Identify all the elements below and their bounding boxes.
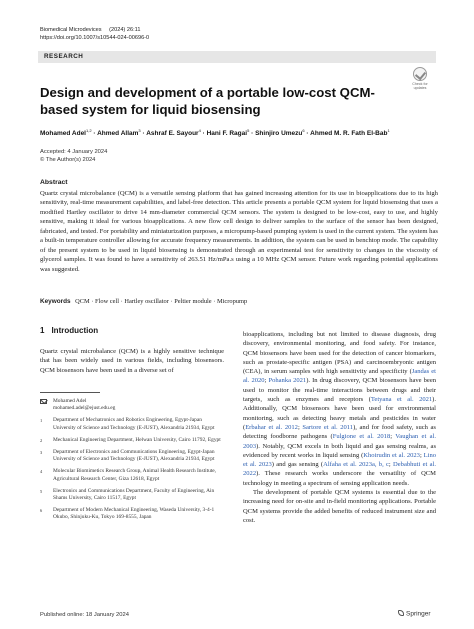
affiliation: 1 Department of Mechatronics and Robotics Engineering, Egypt-Japan University of Science and Technology (E-JUST), Alexandria 21934, Egypt xyxy=(40,417,215,431)
citation-link[interactable]: Erbahar et al. 2012 xyxy=(245,423,298,431)
footnotes xyxy=(40,398,224,527)
citation-link[interactable]: Khoirudin et al. 2023 xyxy=(363,451,420,459)
author-list: Mohamed Adel$^{1,2}$ · Ahmed Allam$^3$ · Ashraf E. Sayour$^4$ · Hani F. Ragai$^5$ · Shinjiro Umezu$^6$ · Ahmed M. R. Fath El-Bab$^1$ xyxy=(40,128,390,138)
citation-link[interactable]: Debabhuti et al. 2022 xyxy=(243,461,436,478)
citation-link[interactable]: Vaughan et al. 2003 xyxy=(243,433,436,450)
author[interactable]: Shinjiro Umezu$^6$ xyxy=(255,128,305,138)
doi-link[interactable]: https://doi.org/10.1007/s10544-024-00696-0 xyxy=(40,34,150,41)
keywords-label: Keywords xyxy=(40,298,71,305)
article-type-label: RESEARCH xyxy=(44,53,84,60)
citation-link[interactable]: Fulgione et al. 2018 xyxy=(332,433,391,441)
intro-column-right xyxy=(243,330,436,525)
keywords xyxy=(40,297,438,306)
corresponding-name: Mohamed Adel xyxy=(53,398,87,404)
check-for-updates-button[interactable] xyxy=(406,67,434,90)
corresponding-email[interactable]: mohamed.adel@ejust.edu.eg xyxy=(53,405,116,412)
citation-link[interactable]: Alfaha et al. 2023a, b, c xyxy=(323,461,389,469)
footnote-divider xyxy=(40,392,100,393)
section-heading-introduction xyxy=(40,326,98,335)
corresponding-author xyxy=(40,398,224,412)
article-type-band xyxy=(38,51,436,63)
mail-icon xyxy=(40,399,47,404)
journal-volume: (2024) 26:11 xyxy=(109,27,141,33)
affiliation: 5 Electronics and Communications Department, Faculty of Engineering, Ain Shams University, Cairo 11517, Egypt xyxy=(40,487,215,502)
publisher-name: Springer xyxy=(406,610,431,618)
section-title: Introduction xyxy=(51,326,99,335)
author[interactable]: Ahmed M. R. Fath El-Bab$^1$ xyxy=(310,128,390,138)
check-updates-icon xyxy=(413,67,427,81)
intro-paragraph: bioapplications, including but not limited to disease diagnosis, drug discovery, environmental monitoring, and food safety. For instance, QCM biosensors have been used for the detection of cancer biomarkers, such as prostate-specific antigen (PSA) and carcinoembryonic antigen (CEA), in serum samples with high sensitivity and specificity (Jandas et al. 2020; Pohanka 2021). In drug discovery, QCM biosensors have been used to monitor the real-time interactions between drugs and their targets, such as enzymes and receptors (Tetyana et al. 2021). Additionally, QCM biosensors have been used for environmental monitoring, such as detecting heavy metals and pesticides in water (Erbahar et al. 2012; Sartore et al. 2011), and for food safety, such as detecting foodborne pathogens (Fulgione et al. 2018; Vaughan et al. 2003). Notably, QCM excels in both liquid and gas sensing realms, as evidenced by recent works in liquid sensing (Khoirudin et al. 2023; Lino et al. 2023) and gas sensing (Alfaha et al. 2023a, b, c; Debabhuti et al. 2022). These research works underscore the versatility of QCM technology in meeting a spectrum of sensing application needs. xyxy=(243,331,436,487)
abstract-text: Quartz crystal microbalance (QCM) is a versatile sensing platform that has gained increasing attention for its use in bioapplications due to its high sensitivity, real-time measurement capabilities, and label-free detection. This article presents a portable QCM system for liquid biosensing that uses a modified Hartley oscillator to drive 14 mm-diameter commercial QCM sensors. The system is designed to be low-cost, easy to use, and highly sensitive, making it ideal for various bioapplications. A new flow cell design to deliver samples to the surface of the sensor has been designed, fabricated, and tested. For portability and miniaturization purposes, a micropump-based pumping system is used in the current system. The system has a built-in temperature controller allowing for accurate frequency measurements. In addition, the system can be used in benchtop mode. The capability of the present system to be used in liquid biosensing is demonstrated through an experimental test for sensitivity to changes in the viscosity of glycerol samples. It was found to have a sensitivity of 263.51 Hz/mPa.s using a 10 MHz QCM sensor. Future work regarding potential applications was suggested. xyxy=(40,190,438,273)
affiliation: 6 Department of Modern Mechanical Engineering, Waseda University, 3-4-1 Okubo, Shinjuku-Ku, Tokyo 169-8555, Japan xyxy=(40,507,215,521)
affiliation: 3 Department of Electronics and Communications Engineering, Egypt-Japan University of Science and Technology (E-JUST), Alexandria 21934, Egypt xyxy=(40,449,215,463)
affiliation: 4 Molecular Biomimetics Research Group, Animal Health Research Institute, Agricultural Research Center, Giza 12618, Egypt xyxy=(40,468,217,482)
author[interactable]: Hani F. Ragai$^5$ xyxy=(206,128,250,138)
citation-link[interactable]: Lino et al. 2023 xyxy=(243,451,436,469)
author[interactable]: Ahmed Allam$^3$ xyxy=(97,128,141,138)
citation-link[interactable]: Pohanka 2021 xyxy=(268,377,307,385)
intro-paragraph: The development of portable QCM systems is essential due to the increasing need for on-site and in-field monitoring applications. Portable QCM systems provide the added benefits of reduced instrument size and cost. xyxy=(243,489,436,524)
springer-horse-icon xyxy=(398,610,404,616)
intro-paragraph-left: Quartz crystal microbalance (QCM) is a highly sensitive technique that has been widely used in various fields, including biosensors. QCM biosensors have been used in a diverse set of xyxy=(40,348,224,374)
copyright-notice: © The Author(s) 2024 xyxy=(40,157,96,163)
citation-link[interactable]: Sartore et al. 2011 xyxy=(302,423,354,431)
affiliation: 2 Mechanical Engineering Department, Helwan University, Cairo 11792, Egypt xyxy=(40,436,221,443)
check-updates-label: Check for updates xyxy=(412,82,428,91)
publisher-logo xyxy=(398,610,431,618)
journal-header xyxy=(40,27,149,42)
accepted-date: Accepted: 4 January 2024 xyxy=(40,149,108,155)
paper-title: Design and development of a portable low-cost QCM-based system for liquid biosensing xyxy=(40,85,375,117)
section-number: 1 xyxy=(40,326,45,335)
citation-link[interactable]: Tetyana et al. 2021 xyxy=(370,396,433,404)
published-date: Published online: 18 January 2024 xyxy=(40,612,129,618)
author[interactable]: Ashraf E. Sayour$^4$ xyxy=(146,128,201,138)
citation-link[interactable]: Jandas et al. 2020 xyxy=(243,368,436,385)
keywords-list: QCM · Flow cell · Hartley oscillator · Peltier module · Micropump xyxy=(75,298,248,305)
author[interactable]: Mohamed Adel$^{1,2}$ xyxy=(40,128,92,138)
journal-name: Biomedical Microdevices xyxy=(40,27,102,33)
article-dates xyxy=(40,148,107,164)
abstract-heading: Abstract xyxy=(40,179,68,186)
